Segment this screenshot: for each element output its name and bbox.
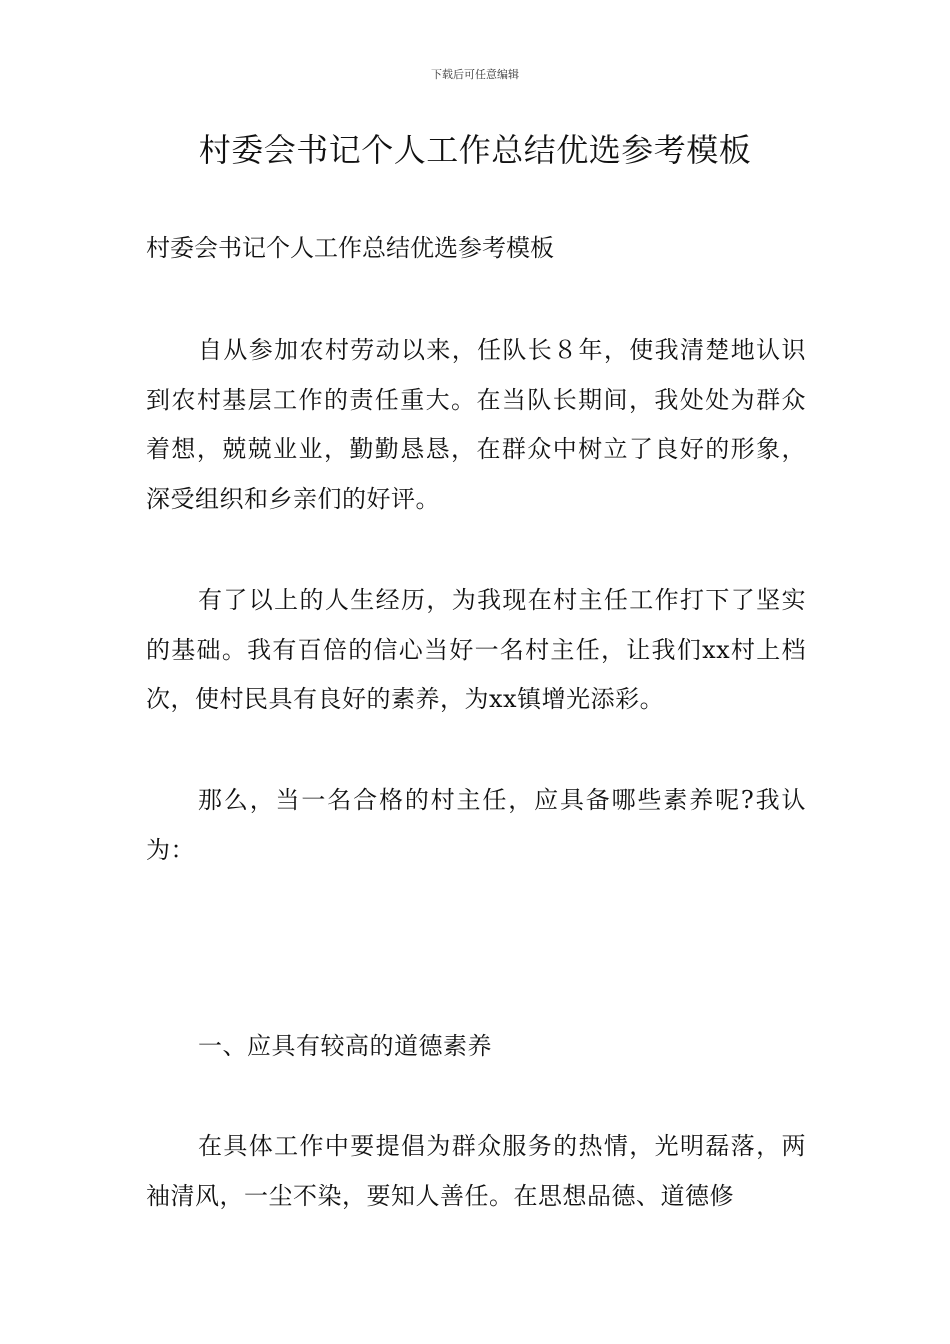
paragraph-3: 那么，当一名合格的村主任，应具备哪些素养呢?我认为： — [146, 786, 806, 864]
document-title: 村委会书记个人工作总结优选参考模板 — [198, 131, 752, 169]
paragraph-1: 自从参加农村劳动以来，任队长８年，使我清楚地认识到农村基层工作的责任重大。在当队长期间，我处处为群众着想，兢兢业业，勤勤恳恳，在群众中树立了良好的形象，深受组织和乡亲们的好评。 — [146, 336, 806, 513]
header-note: 下载后可任意编辑 — [431, 68, 519, 81]
paragraph-4: 在具体工作中要提倡为群众服务的热情，光明磊落，两袖清风，一尘不染，要知人善任。在思想品德、道德修 — [146, 1132, 806, 1210]
section-heading: 一、应具有较高的道德素养 — [198, 1032, 492, 1060]
paragraph-2: 有了以上的人生经历，为我现在村主任工作打下了坚实的基础。我有百倍的信心当好一名村主任，让我们xx村上档次，使村民具有良好的素养，为xx镇增光添彩。 — [146, 586, 806, 713]
document-subtitle: 村委会书记个人工作总结优选参考模板 — [146, 234, 554, 262]
